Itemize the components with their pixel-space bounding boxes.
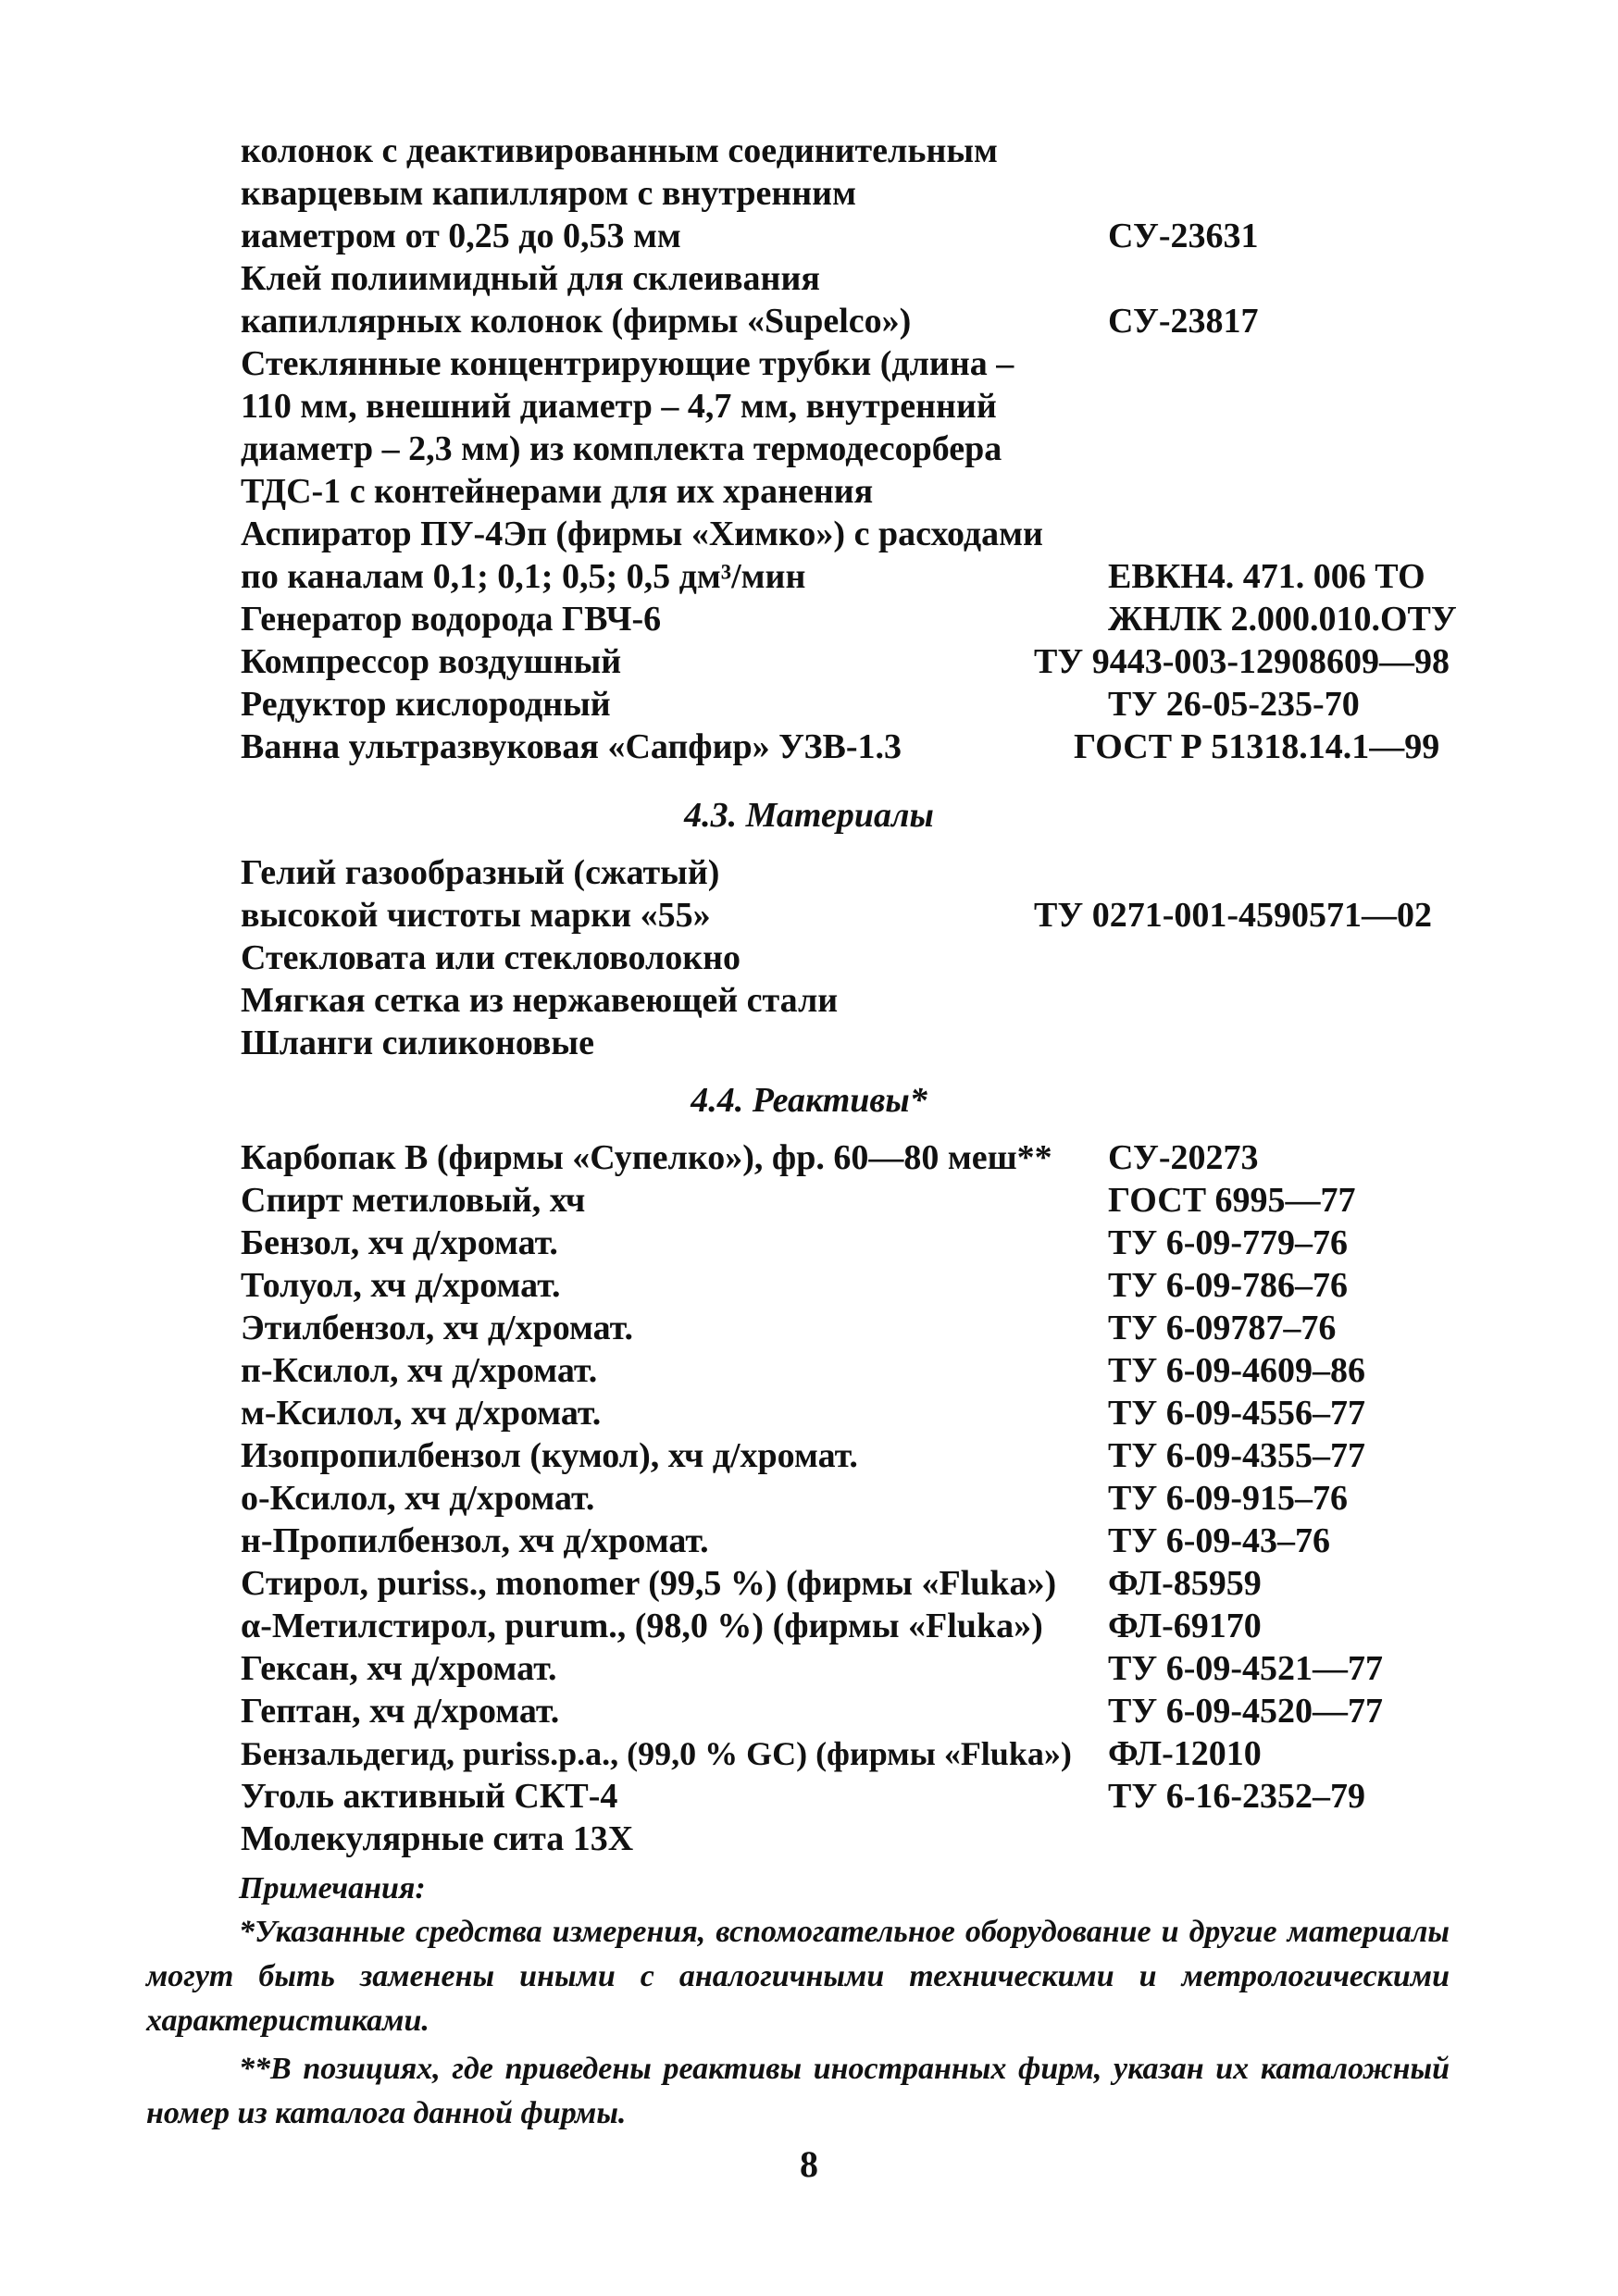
list-item-text: о-Ксилол, хч д/хромат. xyxy=(241,1479,595,1518)
list-item-code: ТУ 6-09-779–76 xyxy=(1108,1223,1349,1262)
list-item-text: м-Ксилол, хч д/хромат. xyxy=(241,1394,602,1433)
list-item-code: ГОСТ Р 51318.14.1—99 xyxy=(1074,727,1440,766)
list-item-code: ТУ 26-05-235-70 xyxy=(1108,685,1360,724)
list-item-code: ТУ 6-16-2352–79 xyxy=(1108,1777,1366,1816)
list-item-code: ТУ 6-09-4520—77 xyxy=(1108,1692,1384,1731)
list-item-text: Аспиратор ПУ-4Эп (фирмы «Химко») с расходами xyxy=(241,515,1043,553)
list-item-text: α-Метилстирол, purum., (98,0 %) (фирмы «Fluka») xyxy=(241,1607,1043,1645)
list-item-code: ТУ 0271-001-4590571—02 xyxy=(1034,896,1433,935)
footnote-1: *Указанные средства измерения, вспомогательное оборудование и другие материалы могут быть заменены иными с аналогичными техническими и метрологическими характеристиками. xyxy=(146,1915,1450,2038)
list-item-code: ЖНЛК 2.000.010.ОТУ xyxy=(1108,600,1457,639)
list-item-text: диаметр – 2,3 мм) из комплекта термодесорбера xyxy=(241,429,1002,468)
list-item-code: ТУ 6-09787–76 xyxy=(1108,1309,1337,1347)
list-item-text: Изопропилбензол (кумол), хч д/хромат. xyxy=(241,1436,858,1475)
list-item-text: высокой чистоты марки «55» xyxy=(241,896,711,935)
list-item-code: ТУ 6-09-915–76 xyxy=(1108,1479,1349,1518)
list-item-text: Молекулярные сита 13Х xyxy=(241,1819,634,1858)
list-item-text: Шланги силиконовые xyxy=(241,1024,594,1062)
list-item-text: Стекловата или стекловолокно xyxy=(241,938,741,977)
list-item-code: ТУ 6-09-4556–77 xyxy=(1108,1394,1366,1433)
list-item-text: Бензол, хч д/хромат. xyxy=(241,1223,558,1262)
list-item-text: Гелий газообразный (сжатый) xyxy=(241,853,720,892)
list-item-text: Компрессор воздушный xyxy=(241,642,622,681)
list-item-text: Генератор водорода ГВЧ-6 xyxy=(241,600,662,639)
list-item-text: п-Ксилол, хч д/хромат. xyxy=(241,1351,598,1390)
list-item-code: ТУ 6-09-4521—77 xyxy=(1108,1649,1384,1688)
list-item-code: СУ-20273 xyxy=(1108,1138,1259,1177)
list-item-code: СУ-23631 xyxy=(1108,217,1259,255)
list-item-text: колонок с деактивированным соединительным xyxy=(241,131,998,170)
list-item-text: Этилбензол, хч д/хромат. xyxy=(241,1309,633,1347)
list-item-text: Гептан, хч д/хромат. xyxy=(241,1692,560,1731)
list-item-text: иаметром от 0,25 до 0,53 мм xyxy=(241,217,681,255)
section-heading-materials: 4.3. Материалы xyxy=(684,796,934,835)
list-item-text: Толуол, хч д/хромат. xyxy=(241,1266,561,1305)
list-item-code: ЕВКН4. 471. 006 ТО xyxy=(1108,557,1425,596)
list-item-text: Ванна ультразвуковая «Сапфир» УЗВ-1.3 xyxy=(241,727,902,766)
list-item-text: Уголь активный СКТ-4 xyxy=(241,1777,618,1816)
notes-title: Примечания: xyxy=(239,1871,426,1905)
list-item-code: ТУ 6-09-4609–86 xyxy=(1108,1351,1366,1390)
list-item-text: Клей полиимидный для склеивания xyxy=(241,259,820,298)
list-item-code: ТУ 6-09-786–76 xyxy=(1108,1266,1349,1305)
list-item-text: Редуктор кислородный xyxy=(241,685,611,724)
list-item-text: н-Пропилбензол, хч д/хромат. xyxy=(241,1521,709,1560)
list-item-text: по каналам 0,1; 0,1; 0,5; 0,5 дм³/мин xyxy=(241,557,806,596)
page-number: 8 xyxy=(800,2143,818,2185)
list-item-text: кварцевым капилляром с внутренним xyxy=(241,174,856,213)
list-item-code: ФЛ-69170 xyxy=(1108,1607,1262,1645)
list-item-text: Стеклянные концентрирующие трубки (длина – xyxy=(241,344,1014,383)
list-item-text: Бензальдегид, puriss.p.a., (99,0 % GC) (фирмы «Fluka») xyxy=(241,1735,1072,1772)
list-item-code: СУ-23817 xyxy=(1108,302,1259,341)
list-item-code: ТУ 9443-003-12908609—98 xyxy=(1034,642,1450,681)
list-item-code: ГОСТ 6995—77 xyxy=(1108,1181,1356,1220)
list-item-text: Спирт метиловый, хч xyxy=(241,1181,586,1220)
list-item-text: Гексан, хч д/хромат. xyxy=(241,1649,557,1688)
list-item-code: ТУ 6-09-4355–77 xyxy=(1108,1436,1366,1475)
list-item-code: ФЛ-85959 xyxy=(1108,1564,1262,1603)
list-item-text: Карбопак В (фирмы «Супелко»), фр. 60—80 меш** xyxy=(241,1138,1052,1177)
list-item-text: 110 мм, внешний диаметр – 4,7 мм, внутренний xyxy=(241,387,997,426)
list-item-code: ТУ 6-09-43–76 xyxy=(1108,1521,1331,1560)
list-item-text: ТДС-1 с контейнерами для их хранения xyxy=(241,472,874,511)
list-item-text: капиллярных колонок (фирмы «Supelco») xyxy=(241,302,912,341)
list-item-code: ФЛ-12010 xyxy=(1108,1734,1262,1773)
footnote-2: **В позициях, где приведены реактивы иностранных фирм, указан их каталожный номер из каталога данной фирмы. xyxy=(146,2052,1450,2130)
section-heading-reagents: 4.4. Реактивы* xyxy=(691,1081,927,1120)
list-item-text: Мягкая сетка из нержавеющей стали xyxy=(241,981,839,1020)
list-item-text: Стирол, puriss., monomer (99,5 %) (фирмы «Fluka») xyxy=(241,1564,1057,1603)
